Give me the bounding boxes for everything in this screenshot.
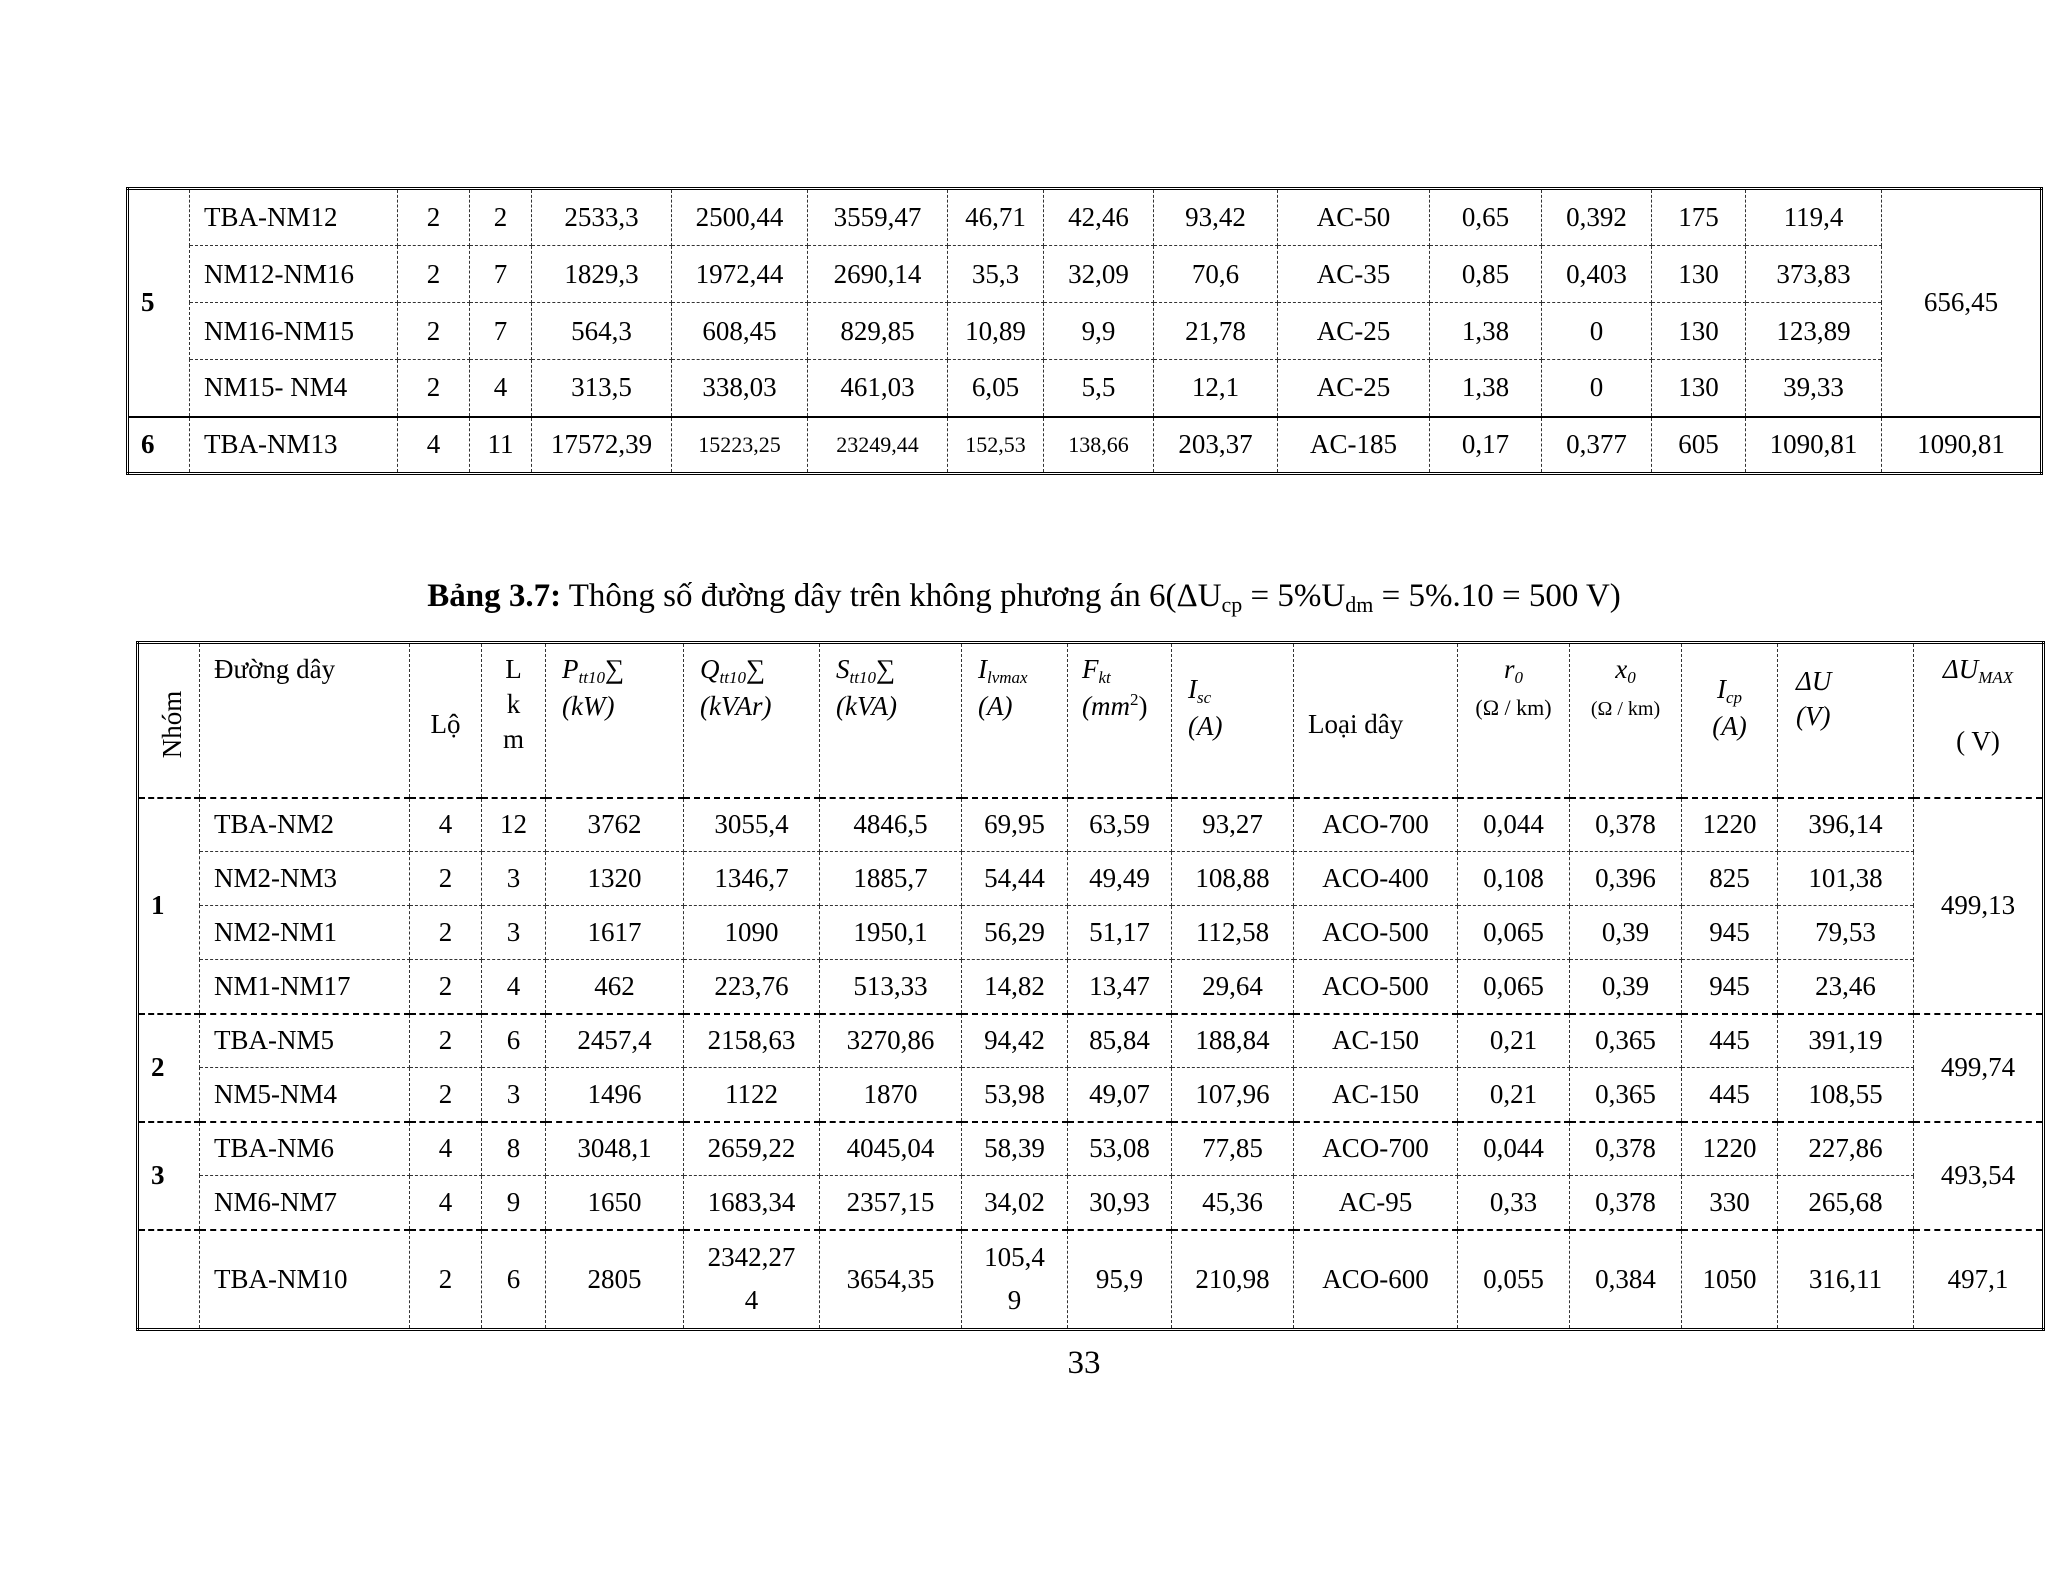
table-cell: 0,378	[1570, 1176, 1682, 1230]
wrapped-value-part: 2342,27	[707, 1242, 796, 1273]
table-cell: 11	[470, 417, 532, 474]
table-cell: 39,33	[1746, 360, 1882, 417]
table-cell: AC-35	[1278, 246, 1430, 303]
table-cell: 0,65	[1430, 189, 1542, 246]
table-cell: 0,85	[1430, 246, 1542, 303]
table-cell: 8	[482, 1122, 546, 1176]
table-cell: 1050	[1682, 1230, 1778, 1330]
table-cell: 1320	[546, 852, 684, 906]
table-cell: ACO-700	[1294, 798, 1458, 852]
table-cell: 0,365	[1570, 1014, 1682, 1068]
table-cell: 945	[1682, 960, 1778, 1014]
header-s: $S_{tt10}\sum$ (kVA)	[820, 643, 962, 798]
table-row	[138, 852, 2044, 906]
table-cell: 79,53	[1778, 906, 1914, 960]
table-cell: 3762	[546, 798, 684, 852]
table-cell: 1220	[1682, 798, 1778, 852]
table-cell: 227,86	[1778, 1122, 1914, 1176]
dumax-cell: 497,1	[1914, 1230, 2044, 1330]
table-cell: 63,59	[1068, 798, 1172, 852]
table-cell: 3	[482, 852, 546, 906]
wrapped-value-part: 105,4	[984, 1242, 1045, 1273]
table-cell: 2805	[546, 1230, 684, 1330]
table-cell: 4	[482, 960, 546, 1014]
table-cell: AC-185	[1278, 417, 1430, 474]
table-row	[128, 360, 2042, 417]
table-cell: 373,83	[1746, 246, 1882, 303]
table-cell: 46,71	[948, 189, 1044, 246]
table-cell: 45,36	[1172, 1176, 1294, 1230]
table-cell: 54,44	[962, 852, 1068, 906]
table-cell: 1496	[546, 1068, 684, 1122]
table-cell: 330	[1682, 1176, 1778, 1230]
table-cell: 23,46	[1778, 960, 1914, 1014]
header-isc: $I_{sc}$ (A)	[1172, 643, 1294, 798]
table-cell: 461,03	[808, 360, 948, 417]
table-cell: 13,47	[1068, 960, 1172, 1014]
table-cell: 3048,1	[546, 1122, 684, 1176]
table-cell	[684, 1230, 820, 1330]
table-cell: 825	[1682, 852, 1778, 906]
table-cell: 0,044	[1458, 798, 1570, 852]
table-cell: 445	[1682, 1068, 1778, 1122]
table-cell: 1829,3	[532, 246, 672, 303]
header-dumax: $\Delta U_{MAX}$ ( V)	[1914, 643, 2044, 798]
table-cell: 1885,7	[820, 852, 962, 906]
table-cell: 53,08	[1068, 1122, 1172, 1176]
table-row	[138, 1014, 2044, 1068]
table-cell: 2690,14	[808, 246, 948, 303]
table-cell: 30,93	[1068, 1176, 1172, 1230]
table-cell: ACO-500	[1294, 960, 1458, 1014]
table-row	[128, 303, 2042, 360]
table-cell: 6	[128, 417, 190, 474]
table-cell: 1090	[684, 906, 820, 960]
table-cell: 0	[1542, 303, 1652, 360]
table-cell: 130	[1652, 246, 1746, 303]
dumax-cell: 493,54	[1914, 1122, 2044, 1230]
table-cell: 3559,47	[808, 189, 948, 246]
table-cell: 4	[470, 360, 532, 417]
table-cell: 1617	[546, 906, 684, 960]
table-cell: 3	[482, 1068, 546, 1122]
table-cell: 2659,22	[684, 1122, 820, 1176]
table-cell: 70,6	[1154, 246, 1278, 303]
table-cell: 58,39	[962, 1122, 1068, 1176]
table-cell: NM2-NM3	[200, 852, 410, 906]
table-cell: 2	[410, 1230, 482, 1330]
table-cell: 14,82	[962, 960, 1068, 1014]
dumax-cell: 1090,81	[1882, 417, 2042, 474]
table-cell: 49,49	[1068, 852, 1172, 906]
table-cell: 188,84	[1172, 1014, 1294, 1068]
table-cell: 3270,86	[820, 1014, 962, 1068]
table-cell: 462	[546, 960, 684, 1014]
table-row	[138, 960, 2044, 1014]
table-cell	[962, 1230, 1068, 1330]
table-cell: 130	[1652, 360, 1746, 417]
table-cell: 21,78	[1154, 303, 1278, 360]
table-cell: 3654,35	[820, 1230, 962, 1330]
table-cell: AC-50	[1278, 189, 1430, 246]
table-cell: TBA-NM5	[200, 1014, 410, 1068]
table-continuation	[126, 187, 2043, 475]
table-cell: ACO-400	[1294, 852, 1458, 906]
table-cell: 2	[410, 1014, 482, 1068]
table-cell: 0,17	[1430, 417, 1542, 474]
header-q: $Q_{tt10}\sum$ (kVAr)	[684, 643, 820, 798]
table-cell: 2158,63	[684, 1014, 820, 1068]
table-cell: 338,03	[672, 360, 808, 417]
table-cell: 0,392	[1542, 189, 1652, 246]
table-cell: 175	[1652, 189, 1746, 246]
table-cell: 108,55	[1778, 1068, 1914, 1122]
table-cell: 0,33	[1458, 1176, 1570, 1230]
table-cell: 945	[1682, 906, 1778, 960]
table-cell: 0,403	[1542, 246, 1652, 303]
table-cell: 2357,15	[820, 1176, 962, 1230]
table-cell: 0,044	[1458, 1122, 1570, 1176]
header-du: ΔU (V)	[1778, 643, 1914, 798]
table-cell: 1950,1	[820, 906, 962, 960]
table-cell: 2	[138, 1014, 200, 1122]
table-cell: 6	[482, 1014, 546, 1068]
table-cell: ACO-600	[1294, 1230, 1458, 1330]
table-cell: 4	[410, 1176, 482, 1230]
table-caption: Bảng 3.7: Thông số đường dây trên không phương án 6(ΔUcp = 5%Udm = 5%.10 = 500 V)	[427, 578, 1621, 617]
header-length: L k m	[482, 643, 546, 798]
table-cell: 34,02	[962, 1176, 1068, 1230]
header-loai-day: Loại dây	[1294, 643, 1458, 798]
header-fkt: $F_{kt}$ $(mm^2)$	[1068, 643, 1172, 798]
dumax-cell: 499,74	[1914, 1014, 2044, 1122]
table-cell: 210,98	[1172, 1230, 1294, 1330]
table-cell: 1090,81	[1746, 417, 1882, 474]
table-cell: 1,38	[1430, 303, 1542, 360]
table-cell: 2	[398, 246, 470, 303]
table-cell: 2	[410, 960, 482, 1014]
table-cell: TBA-NM10	[200, 1230, 410, 1330]
table-cell: 3	[482, 906, 546, 960]
wrapped-value-part: 4	[744, 1285, 759, 1316]
table-cell: NM16-NM15	[190, 303, 398, 360]
table-cell: 7	[470, 303, 532, 360]
table-cell: ACO-500	[1294, 906, 1458, 960]
table-row	[138, 1230, 2044, 1330]
table-cell: 0,39	[1570, 906, 1682, 960]
table-row	[138, 906, 2044, 960]
table-cell: 77,85	[1172, 1122, 1294, 1176]
table-cell: NM2-NM1	[200, 906, 410, 960]
table-cell: 6	[482, 1230, 546, 1330]
table-cell: 130	[1652, 303, 1746, 360]
table-cell: NM15- NM4	[190, 360, 398, 417]
table-cell: 1972,44	[672, 246, 808, 303]
table-cell: 123,89	[1746, 303, 1882, 360]
table-cell: 0,055	[1458, 1230, 1570, 1330]
header-icp: $I_{cp}$ (A)	[1682, 643, 1778, 798]
table-cell: 2	[410, 1068, 482, 1122]
table-row	[138, 1122, 2044, 1176]
table-cell: 1346,7	[684, 852, 820, 906]
table-cell: 6,05	[948, 360, 1044, 417]
table-row	[128, 417, 2042, 474]
table-cell: 5,5	[1044, 360, 1154, 417]
header-lo: Lộ	[410, 643, 482, 798]
table-cell: TBA-NM2	[200, 798, 410, 852]
table-cell: 1,38	[1430, 360, 1542, 417]
table-cell: AC-25	[1278, 360, 1430, 417]
table-cell: 2	[470, 189, 532, 246]
table-cell: 12,1	[1154, 360, 1278, 417]
table-cell: 2	[398, 303, 470, 360]
table-cell: 107,96	[1172, 1068, 1294, 1122]
table-cell: 101,38	[1778, 852, 1914, 906]
dumax-cell: 499,13	[1914, 798, 2044, 1014]
table-cell: 513,33	[820, 960, 962, 1014]
table-cell: AC-95	[1294, 1176, 1458, 1230]
table-cell: 85,84	[1068, 1014, 1172, 1068]
table-cell: 9,9	[1044, 303, 1154, 360]
table-cell: 2	[410, 906, 482, 960]
table-cell: 32,09	[1044, 246, 1154, 303]
table-cell: 4045,04	[820, 1122, 962, 1176]
table-cell: 5	[128, 189, 190, 417]
table-cell: NM12-NM16	[190, 246, 398, 303]
table-cell: 4	[410, 798, 482, 852]
table-cell: 203,37	[1154, 417, 1278, 474]
table-cell: 7	[470, 246, 532, 303]
table-cell: 0,39	[1570, 960, 1682, 1014]
table-cell: 93,42	[1154, 189, 1278, 246]
table-cell: 313,5	[532, 360, 672, 417]
table-cell: 608,45	[672, 303, 808, 360]
table-cell: NM1-NM17	[200, 960, 410, 1014]
table-cell: 56,29	[962, 906, 1068, 960]
table-cell: TBA-NM13	[190, 417, 398, 474]
table-cell: AC-150	[1294, 1014, 1458, 1068]
table-cell: 112,58	[1172, 906, 1294, 960]
table-cell: AC-150	[1294, 1068, 1458, 1122]
table-cell: 265,68	[1778, 1176, 1914, 1230]
table-cell: TBA-NM6	[200, 1122, 410, 1176]
dumax-cell: 656,45	[1882, 189, 2042, 417]
table-cell: 94,42	[962, 1014, 1068, 1068]
table-cell: 69,95	[962, 798, 1068, 852]
table-cell: 0,065	[1458, 906, 1570, 960]
table-cell: 2	[410, 852, 482, 906]
table-cell: 605	[1652, 417, 1746, 474]
table-cell: 0,384	[1570, 1230, 1682, 1330]
table-cell: TBA-NM12	[190, 189, 398, 246]
table-cell: 119,4	[1746, 189, 1882, 246]
table-cell: 1122	[684, 1068, 820, 1122]
table-cell: 1220	[1682, 1122, 1778, 1176]
table-cell: 53,98	[962, 1068, 1068, 1122]
table-header-row	[138, 643, 2044, 798]
table-cell: 3	[138, 1122, 200, 1230]
table-cell: 0,21	[1458, 1068, 1570, 1122]
table-cell: 0,065	[1458, 960, 1570, 1014]
header-nhom: Nhóm	[138, 643, 200, 798]
table-row	[138, 1068, 2044, 1122]
header-x0: $x_0$ (Ω / km)	[1570, 643, 1682, 798]
table-cell: 2	[398, 360, 470, 417]
table-cell: 0,365	[1570, 1068, 1682, 1122]
table-3-7	[136, 641, 2045, 1331]
table-cell: 4846,5	[820, 798, 962, 852]
table-cell: 2	[398, 189, 470, 246]
table-cell: 1	[138, 798, 200, 1014]
table-cell: 9	[482, 1176, 546, 1230]
page-number: 33	[1067, 1345, 1101, 1381]
table-cell: 12	[482, 798, 546, 852]
table-cell: 1870	[820, 1068, 962, 1122]
table-cell: 95,9	[1068, 1230, 1172, 1330]
table-cell: 2457,4	[546, 1014, 684, 1068]
table-cell: 0,377	[1542, 417, 1652, 474]
table-cell: 1683,34	[684, 1176, 820, 1230]
table-cell: NM6-NM7	[200, 1176, 410, 1230]
table-row	[128, 246, 2042, 303]
table-cell: 445	[1682, 1014, 1778, 1068]
table-cell: 2500,44	[672, 189, 808, 246]
table-cell: 17572,39	[532, 417, 672, 474]
table-row	[138, 1176, 2044, 1230]
table-cell: 42,46	[1044, 189, 1154, 246]
wrapped-value-part: 9	[1007, 1285, 1022, 1316]
table-cell: 0,21	[1458, 1014, 1570, 1068]
header-ilvmax: $I_{lvmax}$ (A)	[962, 643, 1068, 798]
table-cell: 4	[410, 1122, 482, 1176]
table-cell: 29,64	[1172, 960, 1294, 1014]
table-cell: 4	[398, 417, 470, 474]
table-cell: 391,19	[1778, 1014, 1914, 1068]
table-cell: 1650	[546, 1176, 684, 1230]
table-cell: 0,108	[1458, 852, 1570, 906]
table-row	[128, 189, 2042, 246]
table-cell: 316,11	[1778, 1230, 1914, 1330]
table-cell: 223,76	[684, 960, 820, 1014]
table-cell: NM5-NM4	[200, 1068, 410, 1122]
table-cell	[138, 1230, 200, 1330]
table-cell: 152,53	[948, 417, 1044, 474]
table-cell: 0,378	[1570, 798, 1682, 852]
table-cell: 10,89	[948, 303, 1044, 360]
table-cell: 51,17	[1068, 906, 1172, 960]
table-cell: 564,3	[532, 303, 672, 360]
table-cell: 23249,44	[808, 417, 948, 474]
table-cell: 829,85	[808, 303, 948, 360]
table-cell: 0,396	[1570, 852, 1682, 906]
table-cell: 108,88	[1172, 852, 1294, 906]
table-cell: 93,27	[1172, 798, 1294, 852]
table-cell: AC-25	[1278, 303, 1430, 360]
table-row	[138, 798, 2044, 852]
table-cell: 49,07	[1068, 1068, 1172, 1122]
table-cell: 3055,4	[684, 798, 820, 852]
table-cell: 15223,25	[672, 417, 808, 474]
table-cell: 396,14	[1778, 798, 1914, 852]
table-cell: ACO-700	[1294, 1122, 1458, 1176]
table-cell: 2533,3	[532, 189, 672, 246]
header-duong-day: Đường dây	[200, 643, 410, 798]
header-r0: $r_0$ (Ω / km)	[1458, 643, 1570, 798]
table-cell: 35,3	[948, 246, 1044, 303]
table-cell: 138,66	[1044, 417, 1154, 474]
table-cell: 0	[1542, 360, 1652, 417]
header-p: $P_{tt10}\sum$ (kW)	[546, 643, 684, 798]
table-cell: 0,378	[1570, 1122, 1682, 1176]
